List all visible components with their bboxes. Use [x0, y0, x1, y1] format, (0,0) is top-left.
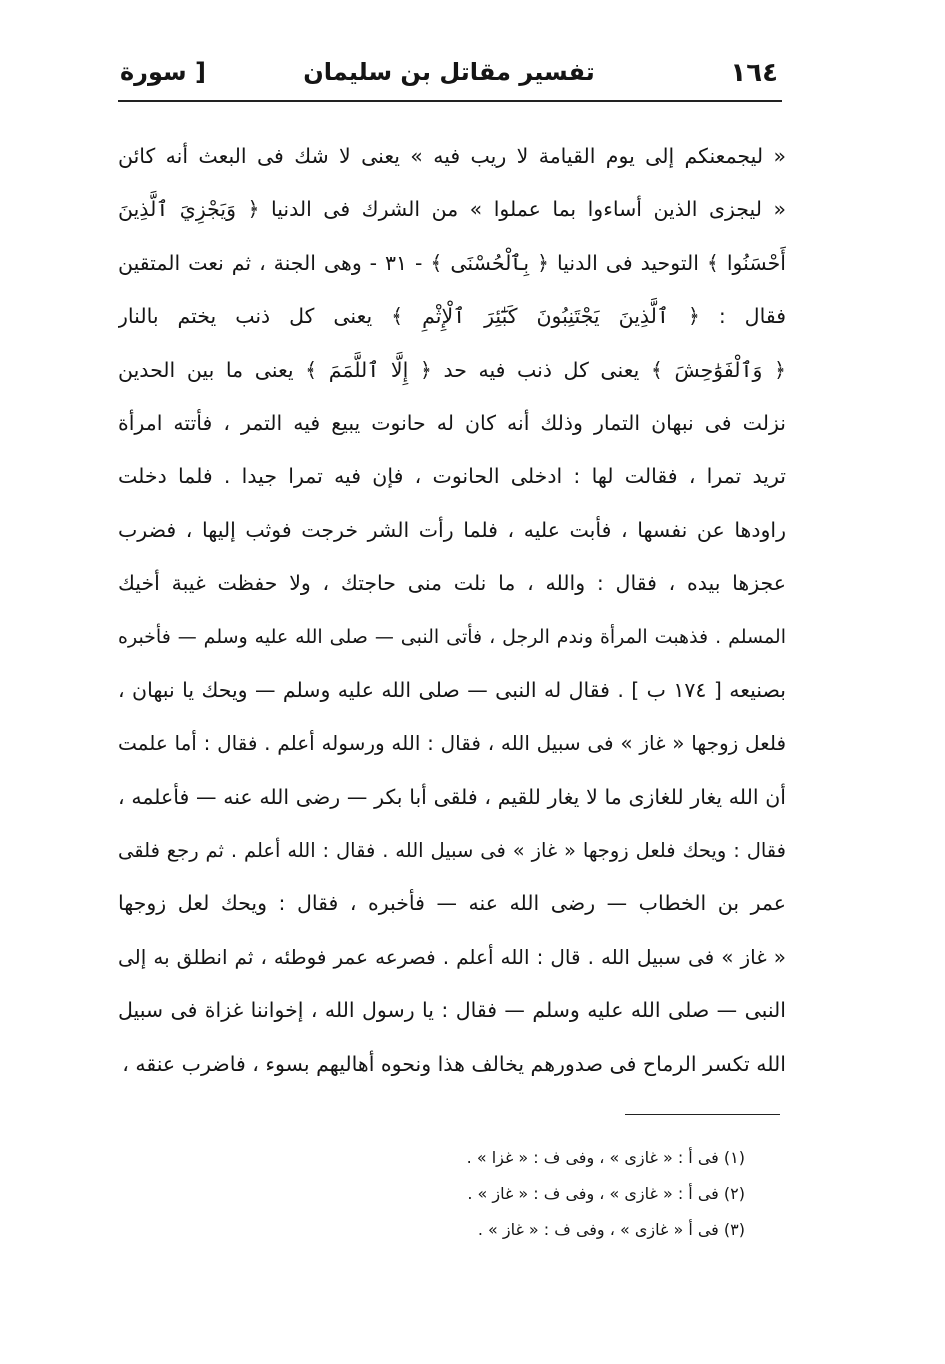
text-line: أَحْسَنُوا ﴾ التوحيد فى الدنيا ﴿ بِٱلْحُسْنَى ﴾ - ٣١ - وهى الجنة ، ثم نعت المتقين [118, 250, 786, 275]
text-line: أن الله يغار للغازى ما لا يغار للقيم ، فلقى أبا بكر — رضى الله عنه — فأعلمه ، [118, 784, 786, 809]
text-line: الله تكسر الرماح فى صدورهم يخالف هذا ونحوه أهاليهم بسوء ، فاضرب عنقه ، [122, 1051, 786, 1076]
running-title: تفسير مقاتل بن سليمان [303, 58, 595, 86]
text-line: فلعل زوجها « غاز » فى سبيل الله ، فقال : الله ورسوله أعلم . فقال : أما علمت [118, 731, 786, 756]
text-line: « ليجمعنكم إلى يوم القيامة لا ريب فيه » يعنى لا شك فى البعث أنه كائن [118, 144, 786, 168]
text-line: « غاز » فى سبيل الله . قال : الله أعلم . فصرعه عمر فوطئه ، ثم انطلق به إلى [118, 944, 786, 969]
text-line: نزلت فى نبهان التمار وذلك أنه كان له حانوت يبيع فيه التمر ، فأتته امرأة [118, 410, 786, 435]
text-line: ﴿ وَٱلْفَوَٰحِشَ ﴾ يعنى كل ذنب فيه حد ﴿ إِلَّا ٱللَّمَمَ ﴾ يعنى ما بين الحدين [118, 357, 786, 382]
main-text [118, 130, 786, 1091]
text-line: « ليجزى الذين أساءوا بما عملوا » من الشرك فى الدنيا ﴿ وَيَجْزِيَ ٱلَّذِينَ [118, 197, 786, 222]
text-line: تريد تمرا ، فقالت لها : ادخلى الحانوت ، فإن فيه تمرا جيدا . فلما دخلت [118, 464, 786, 489]
text-line: راودها عن نفسها ، فأبت عليه ، فلما رأت الشر خرجت فوثب إليها ، فضرب [118, 517, 786, 542]
text-line: بصنيعه [ ١٧٤ ب ] . فقال له النبى — صلى الله عليه وسلم — ويحك يا نبهان ، [118, 677, 786, 702]
text-line: النبى — صلى الله عليه وسلم — فقال : يا رسول الله ، إخواننا غزاة فى سبيل [118, 998, 786, 1023]
footnote: (٣) فى أ « غازى » ، وفى ف : « غاز » . [477, 1220, 745, 1239]
text-line: المسلم . فذهبت المرأة وندم الرجل ، فأتى النبى — صلى الله عليه وسلم — فأخبره [118, 625, 786, 648]
header-rule [118, 100, 782, 102]
footnote-rule [625, 1114, 780, 1115]
page-number: ١٦٤ [730, 58, 778, 88]
footnote: (١) فى أ : « غازى » ، وفى ف : « غزا » . [466, 1148, 745, 1167]
text-line: عجزها بيده ، فقال : والله ، ما نلت منى حاجتك ، ولا حفظت غيبة أخيك [118, 571, 786, 596]
running-header [118, 52, 780, 100]
surah-label: [ سورة [120, 58, 206, 86]
text-line: فقال : ويحك فلعل زوجها « غاز » فى سبيل الله . فقال : الله أعلم . ثم رجع فلقى [118, 839, 786, 863]
footnotes [325, 1140, 745, 1248]
text-line: فقال : ﴿ ٱلَّذِينَ يَجْتَنِبُونَ كَبَٰٓئِرَ ٱلْإِثْمِ ﴾ يعنى كل ذنب يختم بالنار [118, 304, 786, 329]
footnote: (٢) فى أ : « غازى » ، وفى ف : « غاز » . [467, 1184, 745, 1203]
text-line: عمر بن الخطاب — رضى الله عنه — فأخبره ، فقال : ويحك لعل زوجها [118, 891, 786, 916]
